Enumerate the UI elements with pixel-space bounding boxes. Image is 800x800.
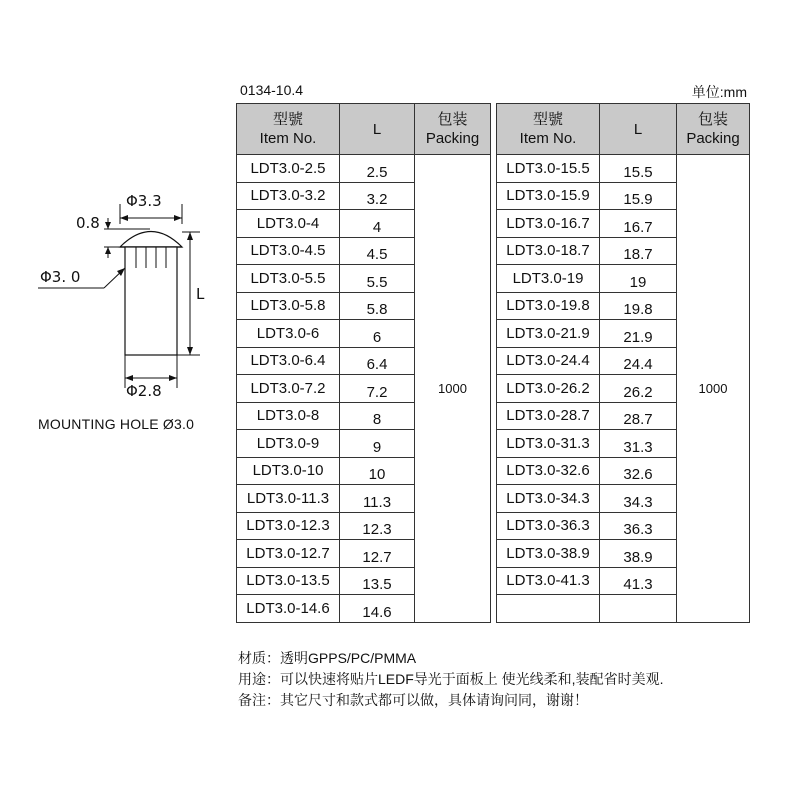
- bottom-diameter-label: Φ2.8: [126, 382, 162, 400]
- length-cell: 4.5: [340, 237, 415, 265]
- item-number-cell: LDT3.0-18.7: [497, 237, 600, 265]
- item-number-cell: LDT3.0-19: [497, 265, 600, 293]
- length-cell: 14.6: [340, 595, 415, 623]
- packing-column-header: [677, 104, 750, 155]
- length-cell: 32.6: [600, 457, 677, 485]
- item-number-cell: LDT3.0-34.3: [497, 485, 600, 513]
- item-number-cell: LDT3.0-13.5: [237, 567, 340, 595]
- item-number-cell: LDT3.0-41.3: [497, 567, 600, 595]
- length-label: L: [196, 285, 205, 303]
- item-header-en: Item No.: [519, 130, 577, 147]
- item-number-cell: [497, 595, 600, 623]
- spec-table-right: [496, 103, 750, 623]
- item-number-cell: LDT3.0-8: [237, 402, 340, 430]
- top-diameter-label: Φ3.3: [126, 192, 162, 210]
- table-row: [497, 155, 750, 183]
- length-cell: 28.7: [600, 402, 677, 430]
- length-cell: 15.9: [600, 182, 677, 210]
- item-header-en: Item No.: [259, 130, 317, 147]
- length-cell: 34.3: [600, 485, 677, 513]
- item-number-cell: LDT3.0-5.5: [237, 265, 340, 293]
- length-cell: 16.7: [600, 210, 677, 238]
- item-number-cell: LDT3.0-15.5: [497, 155, 600, 183]
- packing-cell: 1000: [677, 155, 750, 623]
- item-number-cell: LDT3.0-10: [237, 457, 340, 485]
- item-number-cell: LDT3.0-2.5: [237, 155, 340, 183]
- length-column-header: L: [600, 104, 677, 155]
- item-number-cell: LDT3.0-38.9: [497, 540, 600, 568]
- length-cell: 38.9: [600, 540, 677, 568]
- packing-header-cn: 包装: [697, 111, 728, 128]
- length-cell: 12.3: [340, 512, 415, 540]
- length-cell: 6: [340, 320, 415, 348]
- table-row: [237, 155, 491, 183]
- length-cell: 2.5: [340, 155, 415, 183]
- remark-note: 备注：其它尺寸和款式都可以做，具体请询问同，谢谢！: [238, 692, 588, 708]
- item-number-cell: LDT3.0-26.2: [497, 375, 600, 403]
- length-cell: 19: [600, 265, 677, 293]
- length-cell: 21.9: [600, 320, 677, 348]
- packing-header-cn: 包装: [437, 111, 468, 128]
- item-number-cell: LDT3.0-3.2: [237, 182, 340, 210]
- item-number-cell: LDT3.0-12.3: [237, 512, 340, 540]
- length-cell: 8: [340, 402, 415, 430]
- packing-column-header: [415, 104, 491, 155]
- item-number-cell: LDT3.0-24.4: [497, 347, 600, 375]
- notes: [238, 648, 663, 711]
- item-number-cell: LDT3.0-31.3: [497, 430, 600, 458]
- table-header-row: [237, 104, 491, 155]
- length-cell: 41.3: [600, 567, 677, 595]
- length-cell: 18.7: [600, 237, 677, 265]
- packing-header-en: Packing: [686, 130, 740, 147]
- item-number-cell: LDT3.0-11.3: [237, 485, 340, 513]
- item-number-cell: LDT3.0-21.9: [497, 320, 600, 348]
- light-pipe-drawing: [0, 180, 230, 580]
- model-code: 0134-10.4: [240, 82, 304, 98]
- item-column-header: [497, 104, 600, 155]
- length-cell: 31.3: [600, 430, 677, 458]
- item-number-cell: LDT3.0-16.7: [497, 210, 600, 238]
- length-column-header: L: [340, 104, 415, 155]
- item-number-cell: LDT3.0-9: [237, 430, 340, 458]
- item-number-cell: LDT3.0-4: [237, 210, 340, 238]
- item-number-cell: LDT3.0-28.7: [497, 402, 600, 430]
- unit-label: 单位:mm: [691, 84, 747, 100]
- length-cell: 5.8: [340, 292, 415, 320]
- item-number-cell: LDT3.0-12.7: [237, 540, 340, 568]
- item-column-header: [237, 104, 340, 155]
- item-header-cn: 型號: [272, 111, 303, 128]
- item-number-cell: LDT3.0-4.5: [237, 237, 340, 265]
- item-number-cell: LDT3.0-7.2: [237, 375, 340, 403]
- item-header-cn: 型號: [532, 111, 563, 128]
- length-cell: 36.3: [600, 512, 677, 540]
- length-cell: 12.7: [340, 540, 415, 568]
- body-diameter-label: Φ3. 0: [40, 268, 81, 286]
- length-cell: 11.3: [340, 485, 415, 513]
- material-note: 材质：透明GPPS/PC/PMMA: [238, 650, 417, 666]
- item-number-cell: LDT3.0-32.6: [497, 457, 600, 485]
- mounting-hole-label: MOUNTING HOLE Ø3.0: [38, 416, 195, 432]
- length-cell: 9: [340, 430, 415, 458]
- length-cell: 15.5: [600, 155, 677, 183]
- packing-header-en: Packing: [425, 130, 480, 147]
- spec-table-left: [236, 103, 491, 623]
- length-cell: 5.5: [340, 265, 415, 293]
- length-cell: 6.4: [340, 347, 415, 375]
- table-header-row: [497, 104, 750, 155]
- length-cell: 26.2: [600, 375, 677, 403]
- length-cell: 24.4: [600, 347, 677, 375]
- length-cell: 3.2: [340, 182, 415, 210]
- item-number-cell: LDT3.0-19.8: [497, 292, 600, 320]
- length-cell: 7.2: [340, 375, 415, 403]
- item-number-cell: LDT3.0-5.8: [237, 292, 340, 320]
- item-number-cell: LDT3.0-36.3: [497, 512, 600, 540]
- dome-height-label: 0.8: [76, 214, 100, 232]
- item-number-cell: LDT3.0-6.4: [237, 347, 340, 375]
- length-cell: 13.5: [340, 567, 415, 595]
- usage-note: 用途：可以快速将贴片LEDF导光于面板上 使光线柔和,装配省时美观.: [238, 671, 664, 687]
- length-cell: [600, 595, 677, 623]
- length-cell: 19.8: [600, 292, 677, 320]
- length-cell: 4: [340, 210, 415, 238]
- item-number-cell: LDT3.0-14.6: [237, 595, 340, 623]
- item-number-cell: LDT3.0-15.9: [497, 182, 600, 210]
- item-number-cell: LDT3.0-6: [237, 320, 340, 348]
- length-cell: 10: [340, 457, 415, 485]
- packing-cell: 1000: [415, 155, 491, 623]
